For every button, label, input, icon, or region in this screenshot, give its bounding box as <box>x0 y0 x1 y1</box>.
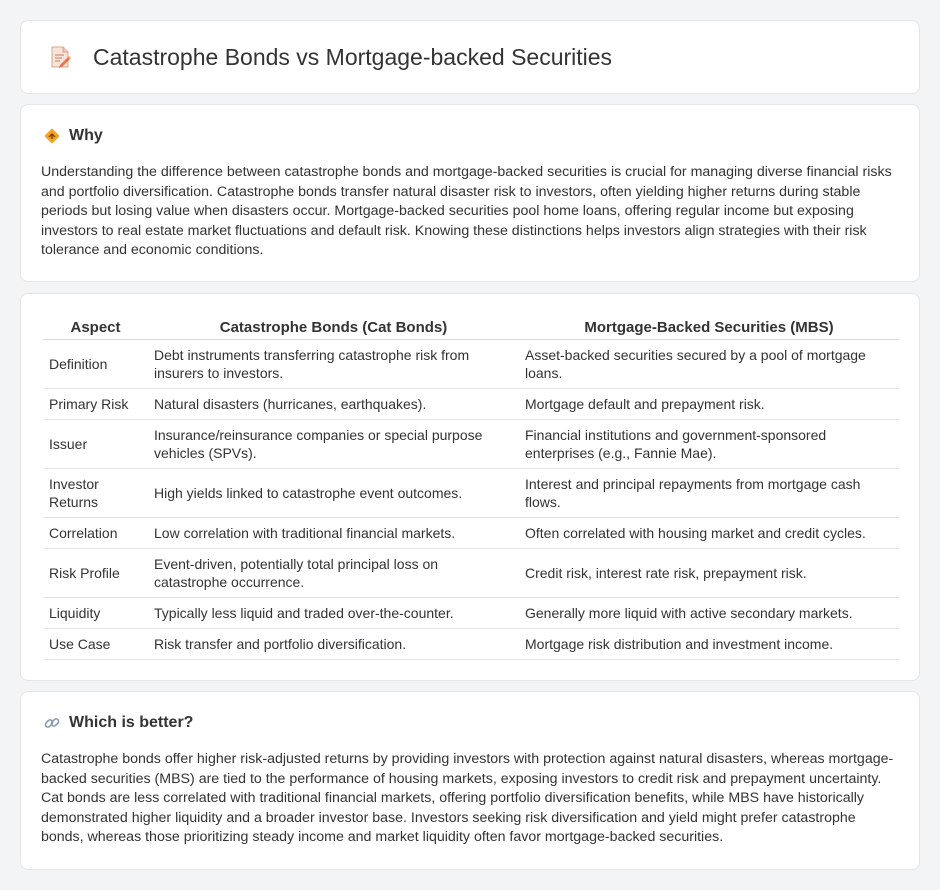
cell-mbs: Credit risk, interest rate risk, prepayment risk. <box>519 548 899 597</box>
cell-mbs: Mortgage default and prepayment risk. <box>519 388 899 419</box>
comparison-section <box>20 293 920 681</box>
cell-mbs: Often correlated with housing market and credit cycles. <box>519 517 899 548</box>
which-is-better-section <box>20 691 920 870</box>
cell-cat: Risk transfer and portfolio diversification. <box>148 628 519 659</box>
table-row <box>43 517 899 548</box>
cell-aspect: Liquidity <box>43 597 148 628</box>
table-row <box>43 419 899 468</box>
table-row <box>43 339 899 388</box>
cell-aspect: Use Case <box>43 628 148 659</box>
cell-mbs: Asset-backed securities secured by a pool of mortgage loans. <box>519 339 899 388</box>
page-title: Catastrophe Bonds vs Mortgage-backed Securities <box>93 43 613 70</box>
table-row <box>43 468 899 517</box>
table-row <box>43 597 899 628</box>
document-edit-icon <box>47 44 73 70</box>
cell-aspect: Correlation <box>43 517 148 548</box>
cell-cat: Event-driven, potentially total principal loss on catastrophe occurrence. <box>148 548 519 597</box>
better-text: Catastrophe bonds offer higher risk-adjusted returns by providing investors with protection against natural disasters, whereas mortgage-backed securities (MBS) are tied to the performance of housing markets, exposing investors to credit risk and prepayment uncertainty. Cat bonds are less correlated with traditional financial markets, offering portfolio diversification benefits, while MBS have historically demonstrated higher liquidity and a broader investor base. Investors seeking risk diversification and yield might prefer catastrophe bonds, whereas those prioritizing steady income and market liquidity often favor mortgage-backed securities. <box>41 751 894 846</box>
why-text: Understanding the difference between catastrophe bonds and mortgage-backed securities is crucial for managing diverse financial risks and portfolio diversification. Catastrophe bonds transfer natural disaster risk to investors, often yielding higher returns during stable periods but losing value when disasters occur. Mortgage-backed securities pool home loans, offering regular income but exposing investors to real estate market fluctuations and default risk. Knowing these distinctions helps investors align strategies with their risk tolerance and economic conditions. <box>41 164 892 259</box>
comparison-table <box>43 314 899 660</box>
cell-cat: Natural disasters (hurricanes, earthquakes). <box>148 388 519 419</box>
cell-cat: High yields linked to catastrophe event outcomes. <box>148 468 519 517</box>
header-mbs: Mortgage-Backed Securities (MBS) <box>519 314 899 339</box>
cell-mbs: Generally more liquid with active secondary markets. <box>519 597 899 628</box>
cell-aspect: Risk Profile <box>43 548 148 597</box>
cell-aspect: Primary Risk <box>43 388 148 419</box>
cell-aspect: Investor Returns <box>43 468 148 517</box>
why-section <box>20 104 920 282</box>
cell-mbs: Financial institutions and government-sponsored enterprises (e.g., Fannie Mae). <box>519 419 899 468</box>
cell-cat: Low correlation with traditional financial markets. <box>148 517 519 548</box>
table-row <box>43 388 899 419</box>
cell-cat: Insurance/reinsurance companies or special purpose vehicles (SPVs). <box>148 419 519 468</box>
cell-cat: Typically less liquid and traded over-the-counter. <box>148 597 519 628</box>
why-heading: Why <box>69 127 103 144</box>
header-aspect: Aspect <box>43 314 148 339</box>
diamond-warning-icon <box>43 127 61 145</box>
cell-aspect: Issuer <box>43 419 148 468</box>
header-cat-bonds: Catastrophe Bonds (Cat Bonds) <box>148 314 519 339</box>
table-header-row <box>43 314 899 339</box>
link-icon <box>43 714 61 732</box>
cell-mbs: Mortgage risk distribution and investment income. <box>519 628 899 659</box>
cell-cat: Debt instruments transferring catastrophe risk from insurers to investors. <box>148 339 519 388</box>
table-row <box>43 548 899 597</box>
cell-aspect: Definition <box>43 339 148 388</box>
cell-mbs: Interest and principal repayments from mortgage cash flows. <box>519 468 899 517</box>
title-card <box>20 20 920 94</box>
table-row <box>43 628 899 659</box>
better-heading: Which is better? <box>69 714 194 731</box>
